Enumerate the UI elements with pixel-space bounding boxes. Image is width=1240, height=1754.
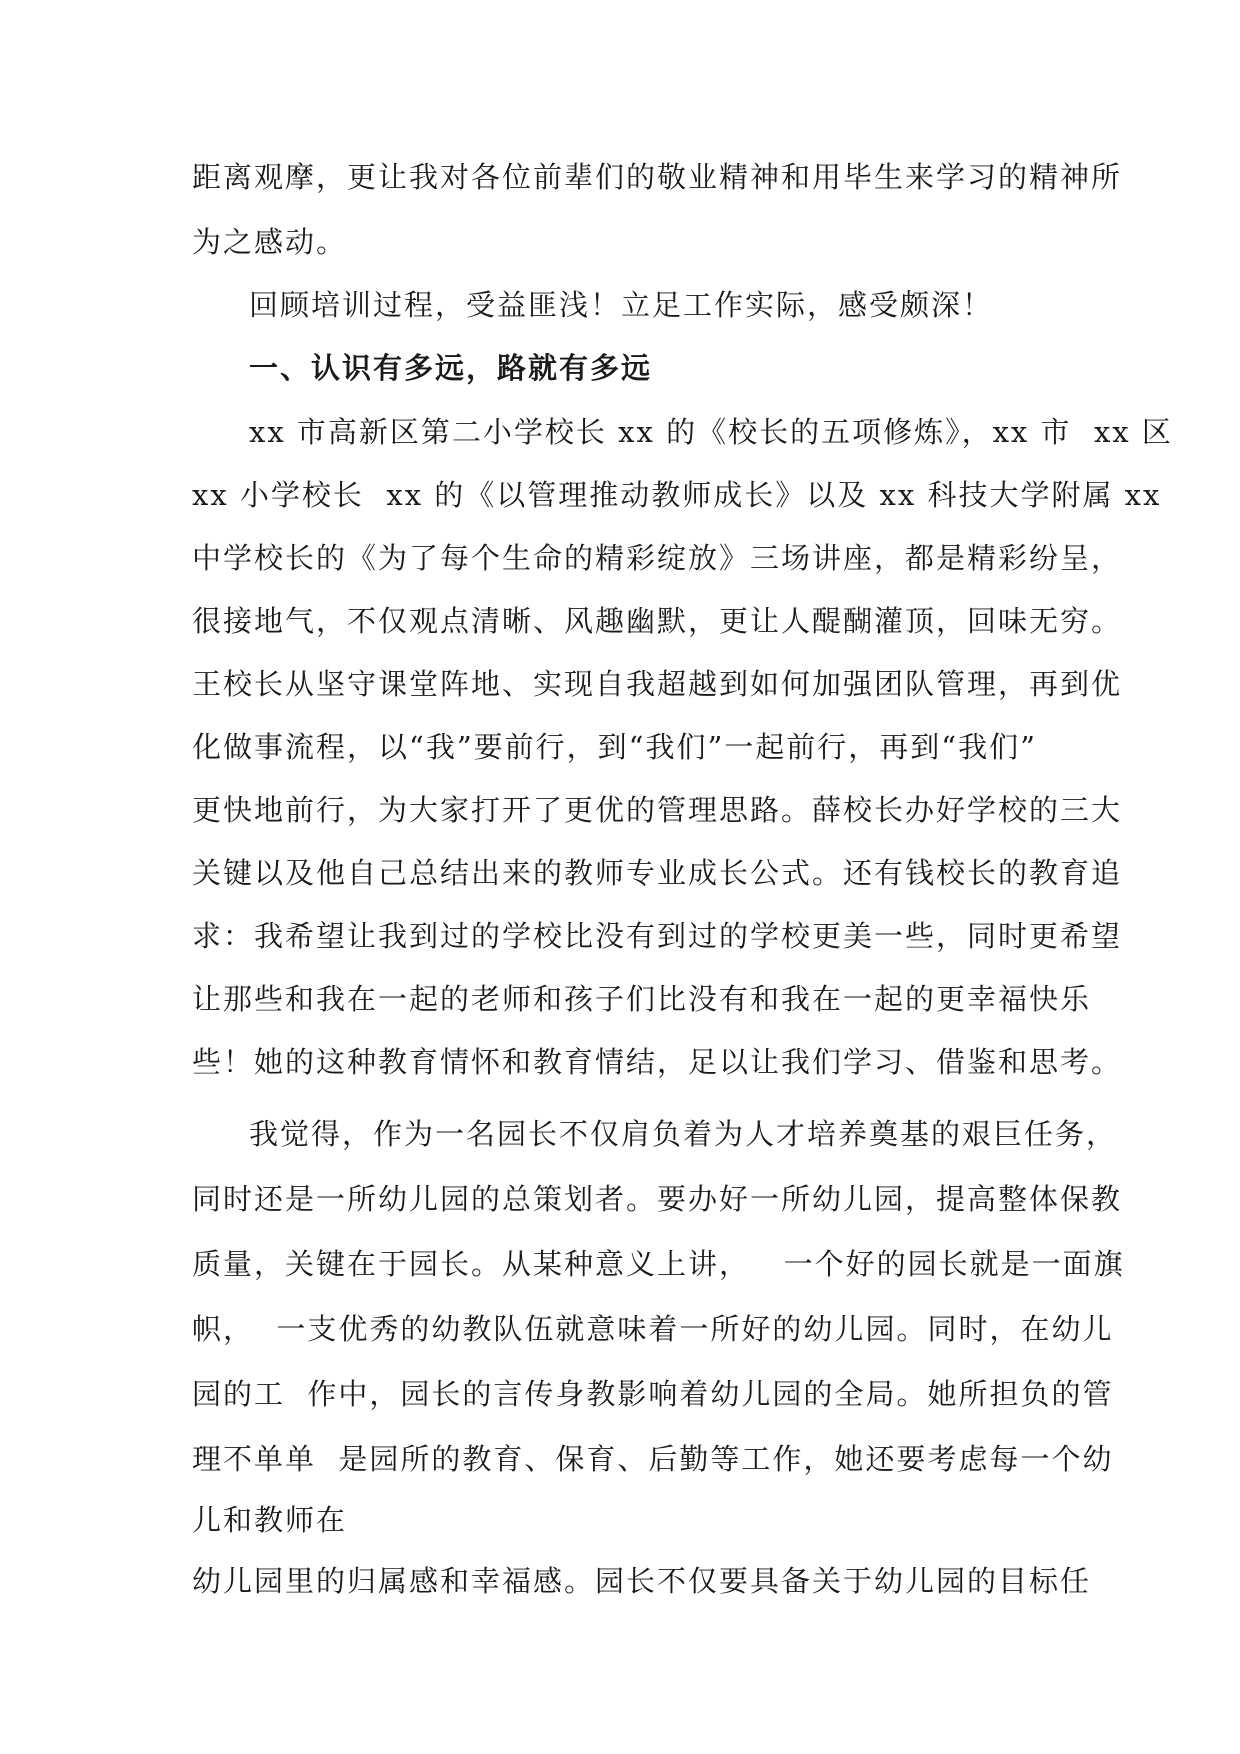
text-line-14: 让那些和我在一起的老师和孩子们比没有和我在一起的更幸福快乐 xyxy=(192,982,1092,1016)
text-line-8: 很接地气，不仅观点清晰、风趣幽默，更让人醍醐灌顶，回味无穷。 xyxy=(192,604,1123,638)
text-line-9: 王校长从坚守课堂阵地、实现自我超越到如何加强团队管理，再到优 xyxy=(192,667,1123,701)
text-line-10: 化做事流程，以“我”要前行，到“我们”一起前行，再到“我们” xyxy=(192,730,1037,764)
text-line-7: 中学校长的《为了每个生命的精彩绽放》三场讲座，都是精彩纷呈， xyxy=(192,541,1123,575)
text-line-13: 求：我希望让我到过的学校比没有到过的学校更美一些，同时更希望 xyxy=(192,919,1123,953)
text-line-15: 些！她的这种教育情怀和教育情结，足以让我们学习、借鉴和思考。 xyxy=(192,1045,1123,1079)
text-line-2: 为之感动。 xyxy=(192,225,348,259)
text-line-19: 帜， 一支优秀的幼教队伍就意味着一所好的幼儿园。同时，在幼儿 xyxy=(192,1312,1114,1346)
text-line-5: xx 市高新区第二小学校长 xx 的《校长的五项修炼》，xx 市 xx 区 xyxy=(249,415,1173,449)
text-line-16: 我觉得，作为一名园长不仅肩负着为人才培养奠基的艰巨任务， xyxy=(249,1117,1118,1151)
text-line-17: 同时还是一所幼儿园的总策划者。要办好一所幼儿园，提高整体保教 xyxy=(192,1182,1123,1216)
text-line-12: 关键以及他自己总结出来的教师专业成长公式。还有钱校长的教育追 xyxy=(192,856,1123,890)
text-line-1: 距离观摩，更让我对各位前辈们的敬业精神和用毕生来学习的精神所 xyxy=(192,160,1123,194)
text-line-11: 更快地前行，为大家打开了更优的管理思路。薛校长办好学校的三大 xyxy=(192,793,1123,827)
text-line-22: 儿和教师在 xyxy=(192,1503,348,1537)
text-line-18: 质量，关键在于园长。从某种意义上讲， 一个好的园长就是一面旗 xyxy=(192,1247,1125,1281)
text-line-20: 园的工 作中，园长的言传身教影响着幼儿园的全局。她所担负的管 xyxy=(192,1377,1114,1411)
section-heading: 一、认识有多远，路就有多远 xyxy=(249,351,653,385)
text-line-23: 幼儿园里的归属感和幸福感。园长不仅要具备关于幼儿园的目标任 xyxy=(192,1564,1092,1598)
text-line-21: 理不单单 是园所的教育、保育、后勤等工作，她还要考虑每一个幼 xyxy=(192,1442,1114,1476)
text-line-6: xx 小学校长 xx 的《以管理推动教师成长》以及 xx 科技大学附属 xx xyxy=(192,478,1162,512)
text-line-3: 回顾培训过程，受益匪浅！立足工作实际，感受颇深！ xyxy=(249,288,994,322)
